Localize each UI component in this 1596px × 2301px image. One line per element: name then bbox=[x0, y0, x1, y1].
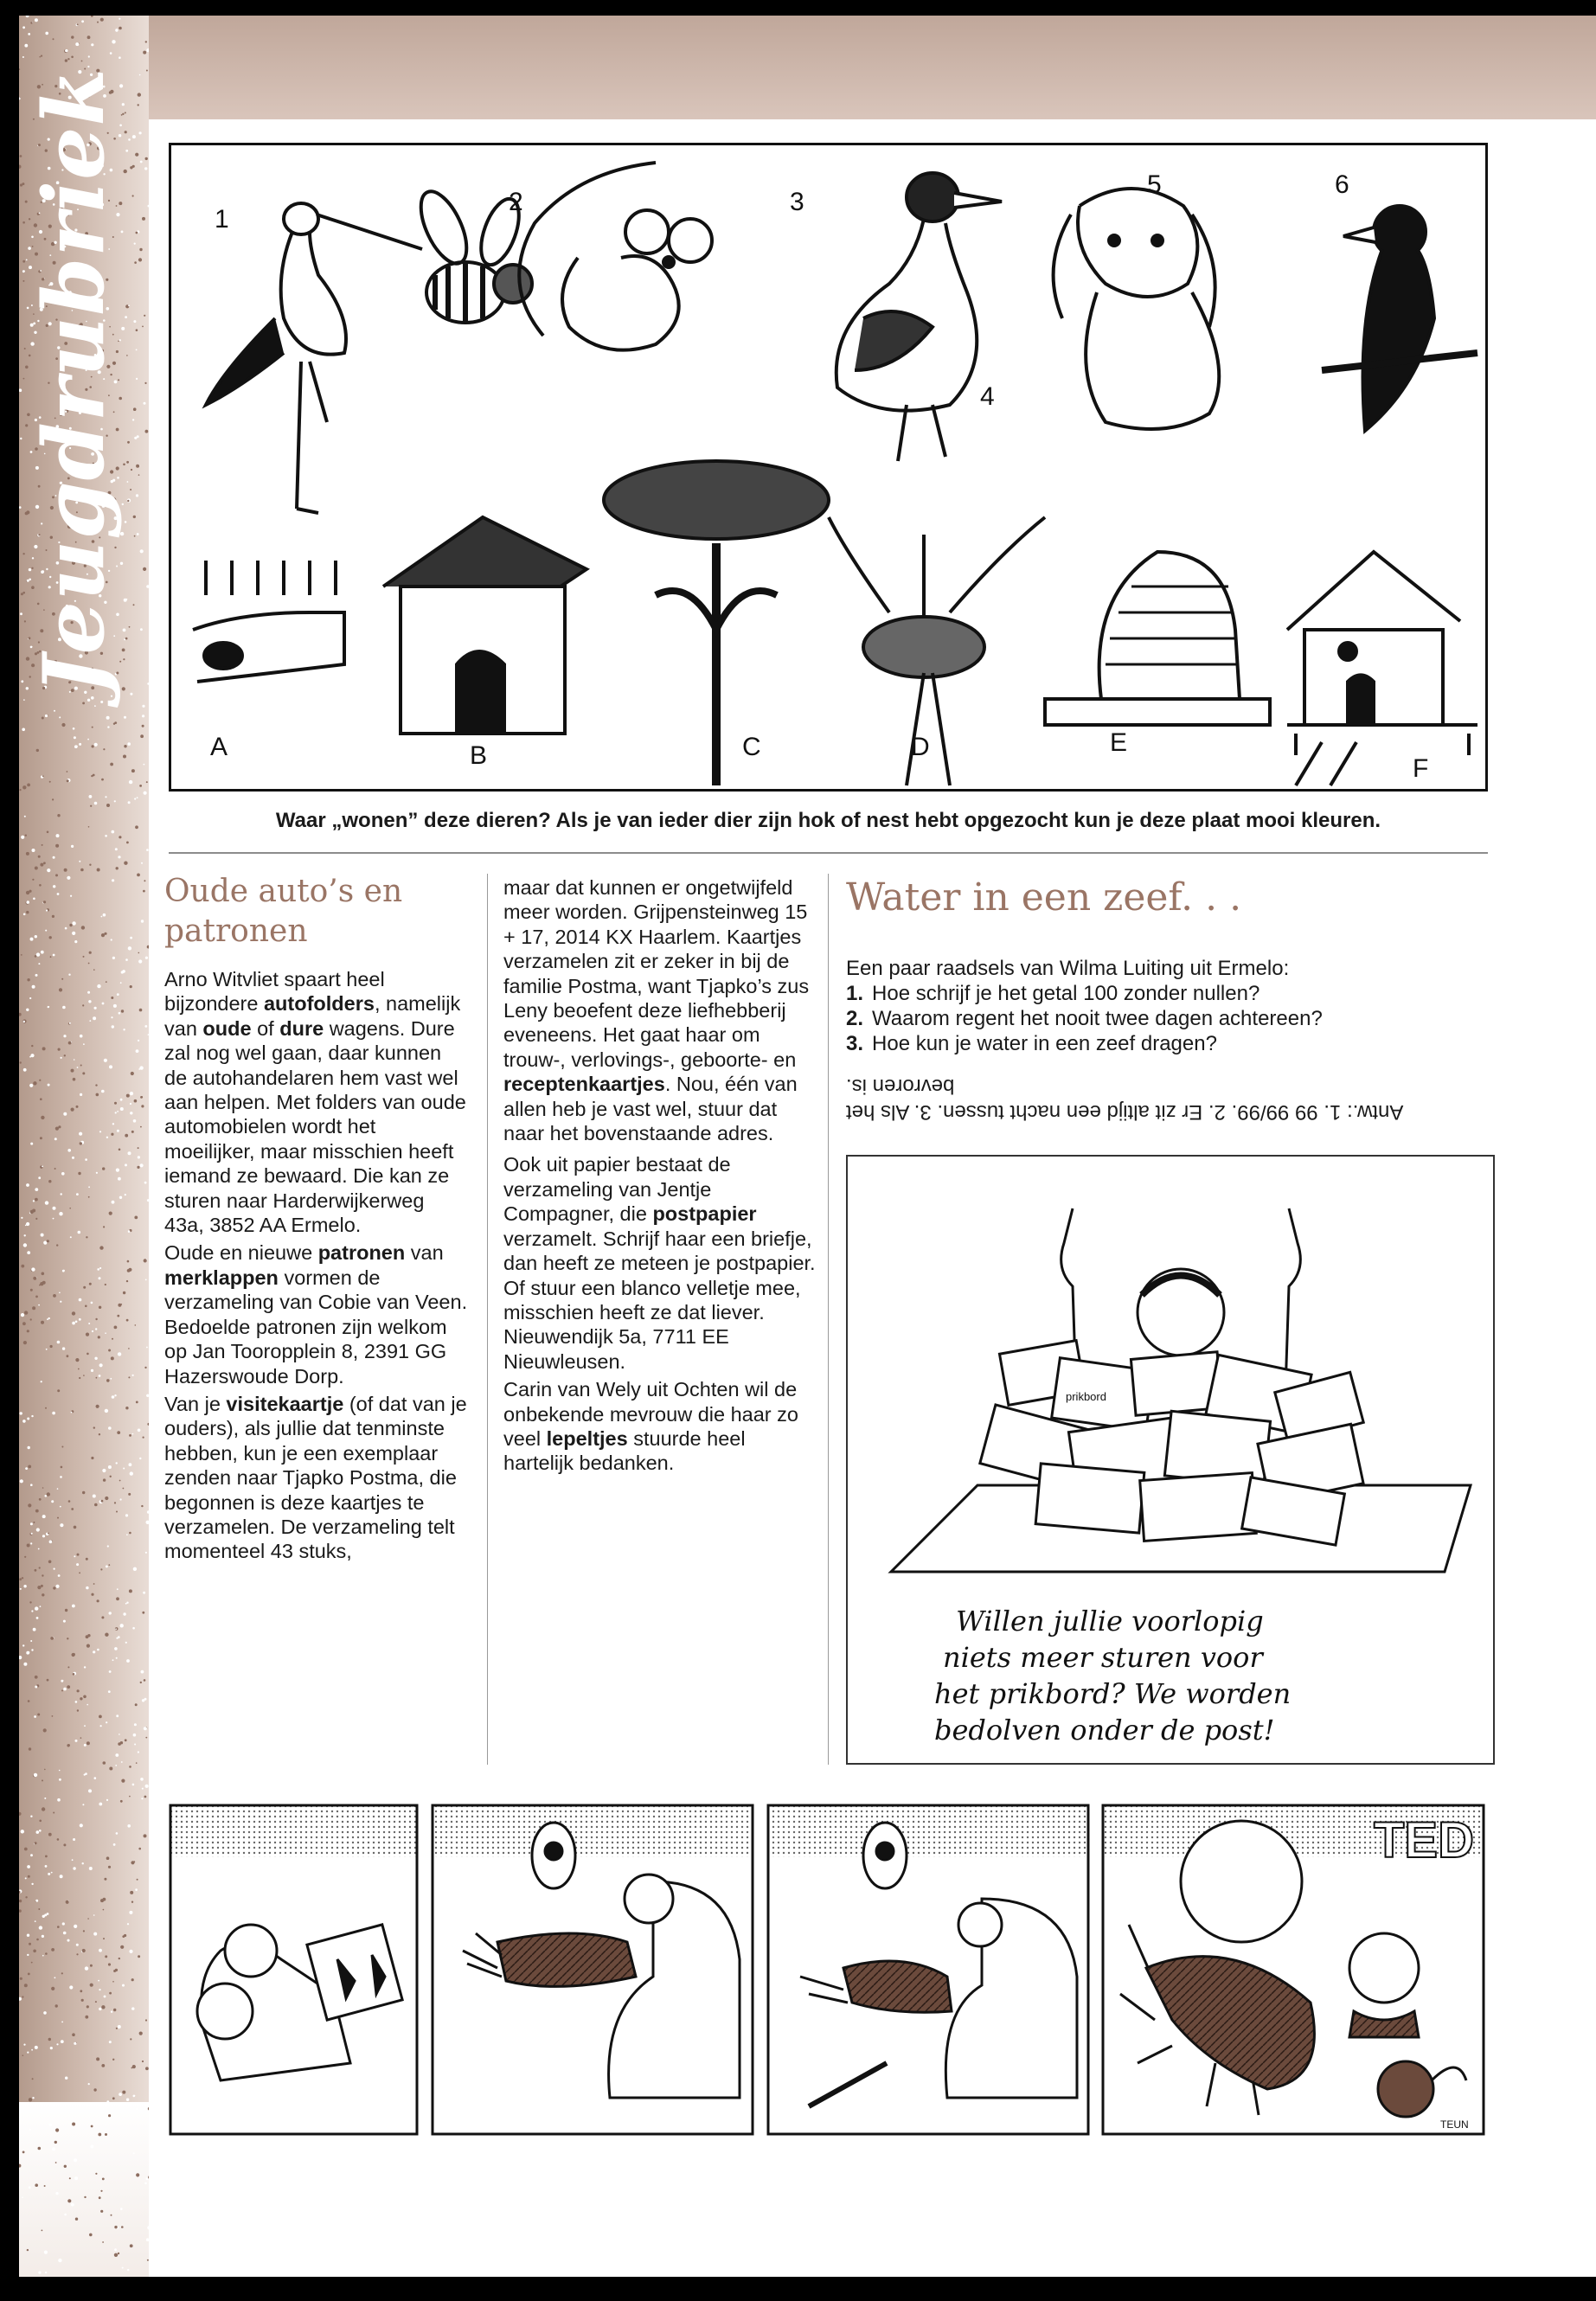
article-paragraph: Oude en nieuwe patronen van merklappen vormen de verzameling van Cobie van Veen. Bedoelde patronen zijn welkom op Jan Tooropplein 8, 2391 GG Hazerswoude Dorp. bbox=[164, 1241, 468, 1388]
home-letter: C bbox=[742, 733, 761, 761]
animal-number: 5 bbox=[1147, 170, 1162, 199]
duck-drawing bbox=[836, 173, 1002, 461]
animal-number: 6 bbox=[1335, 170, 1349, 199]
pinboard-illustration bbox=[846, 1155, 1495, 1765]
puzzle-caption: Waar „wonen” deze dieren? Als je van ieder dier zijn hok of nest hebt opgezocht kun je deze plaat mooi kleuren. bbox=[275, 809, 1381, 832]
mouse-drawing bbox=[519, 163, 712, 350]
home-letter: F bbox=[1413, 754, 1429, 783]
article-paragraph: Ook uit papier bestaat de verzameling van Jentje Compagner, die postpapier verzamelt. Schrijf haar een briefje, dan heeft ze meteen je postpapier. Of stuur een blanco velletje mee, misschien heeft ze dat liever. Nieuwendijk 5a, 7711 EE Nieuwleusen. bbox=[503, 1153, 816, 1373]
bush-nest-home-d bbox=[829, 517, 1045, 785]
animal-number: 2 bbox=[509, 188, 523, 216]
riddle-list bbox=[846, 956, 1469, 1056]
article-paragraph: Carin van Wely uit Ochten wil de onbekende mevrouw die haar zo veel lepeltjes stuurde heel hartelijk bedanken. bbox=[503, 1378, 798, 1475]
wall-home-a bbox=[193, 561, 344, 682]
comic-panel-3 bbox=[768, 1805, 1088, 2134]
scan-border-left bbox=[0, 0, 19, 2301]
handwritten-line: Willen jullie voorlopig bbox=[956, 1605, 1264, 1638]
riddle-item: 1. Hoe schrijf je het getal 100 zonder nullen? bbox=[846, 982, 1260, 1005]
article-paragraph: Arno Witvliet spaart heel bijzondere autofolders, namelijk van oude of dure wagens. Dure zal nog wel gaan, daar kunnen de autohandelaren hem vast wel aan helpen. Met folders van oude automobielen wordt het moeilijker, maar misschien heeft iemand ze bewaard. Die kan ze sturen naar Harderwijkerweg 43a, 3852 AA Ermelo. bbox=[164, 968, 466, 1237]
home-letter: A bbox=[210, 733, 228, 761]
dog-drawing bbox=[1054, 189, 1220, 429]
doghouse-home-b bbox=[383, 517, 586, 734]
column-divider bbox=[828, 874, 829, 1765]
animal-home-puzzle bbox=[169, 143, 1488, 792]
blackbird-drawing bbox=[1322, 206, 1477, 431]
handwritten-line: het prikbord? We worden bbox=[934, 1677, 1292, 1710]
handwritten-line: niets meer sturen voor bbox=[943, 1641, 1263, 1674]
riddle-item: 2. Waarom regent het nooit twee dagen achtereen? bbox=[846, 1007, 1323, 1030]
home-letter: E bbox=[1110, 728, 1128, 757]
stork-drawing bbox=[206, 203, 422, 513]
animal-number: 3 bbox=[790, 188, 804, 216]
comic-title: TED bbox=[1374, 1812, 1474, 1868]
article-column-1 bbox=[164, 967, 469, 1567]
header-band bbox=[19, 16, 1596, 119]
stork-nest-home-c bbox=[604, 461, 829, 785]
article-paragraph: maar dat kunnen er ongetwijfeld meer worden. Grijpensteinweg 15 + 17, 2014 KX Haarlem. Kaartjes verzamelen zit er zeker in bij de familie Postma, want Tjapko’s zus Leny beoefent deze liefhebberij eveneens. Het gaat haar om trouw-, verlovings-, geboorte- en receptenkaartjes. Nou, één van allen heb je vast wel, stuur dat naar het bovenstaande adres. bbox=[503, 876, 810, 1145]
upside-down-answer: Antw.: 1. 99 99/99. 2. Er zit altijd een nacht tussen. 3. Als het bevroren is. bbox=[846, 1074, 1404, 1124]
pile-of-letters bbox=[980, 1341, 1363, 1545]
beehive-home-e bbox=[1045, 552, 1270, 725]
scan-border-top bbox=[0, 0, 1596, 16]
animal-number: 4 bbox=[980, 382, 995, 411]
column-divider bbox=[487, 874, 488, 1765]
article-heading: Oude auto’s en patronen bbox=[164, 874, 403, 949]
home-letter: B bbox=[470, 741, 488, 770]
scan-border-bottom bbox=[0, 2277, 1596, 2301]
section-title: Jeugdrubriek bbox=[24, 67, 123, 695]
home-letter: D bbox=[911, 733, 930, 761]
comic-panel-1 bbox=[170, 1805, 417, 2134]
person-head bbox=[1138, 1269, 1224, 1356]
article-heading-riddles: Water in een zeef. . . bbox=[846, 875, 1242, 920]
artist-signature: TEUN bbox=[1440, 2118, 1469, 2131]
rabbit-hutch-home-f bbox=[1287, 552, 1477, 785]
article-column-2 bbox=[503, 875, 817, 1479]
riddle-intro: Een paar raadsels van Wilma Luiting uit Ermelo: bbox=[846, 957, 1290, 980]
envelope-label: prikbord bbox=[1066, 1390, 1106, 1403]
comic-panel-2 bbox=[433, 1805, 753, 2134]
pinboard-drawing bbox=[848, 1157, 1497, 1766]
animal-number: 1 bbox=[215, 205, 229, 234]
puzzle-drawing bbox=[171, 145, 1490, 794]
comic-strip-ted bbox=[169, 1804, 1488, 2137]
article-paragraph: Van je visitekaartje (of dat van je ouders), als jullie dat tenminste hebben, kun je een exemplaar zenden naar Tjapko Postma, die begonnen is deze kaartjes te verzamelen. De verzameling telt momenteel 43 stuks, bbox=[164, 1392, 467, 1563]
riddle-item: 3. Hoe kun je water in een zeef dragen? bbox=[846, 1032, 1217, 1055]
comic-drawing bbox=[169, 1804, 1488, 2137]
handwritten-line: bedolven onder de post! bbox=[934, 1714, 1275, 1747]
divider-line bbox=[169, 852, 1488, 854]
